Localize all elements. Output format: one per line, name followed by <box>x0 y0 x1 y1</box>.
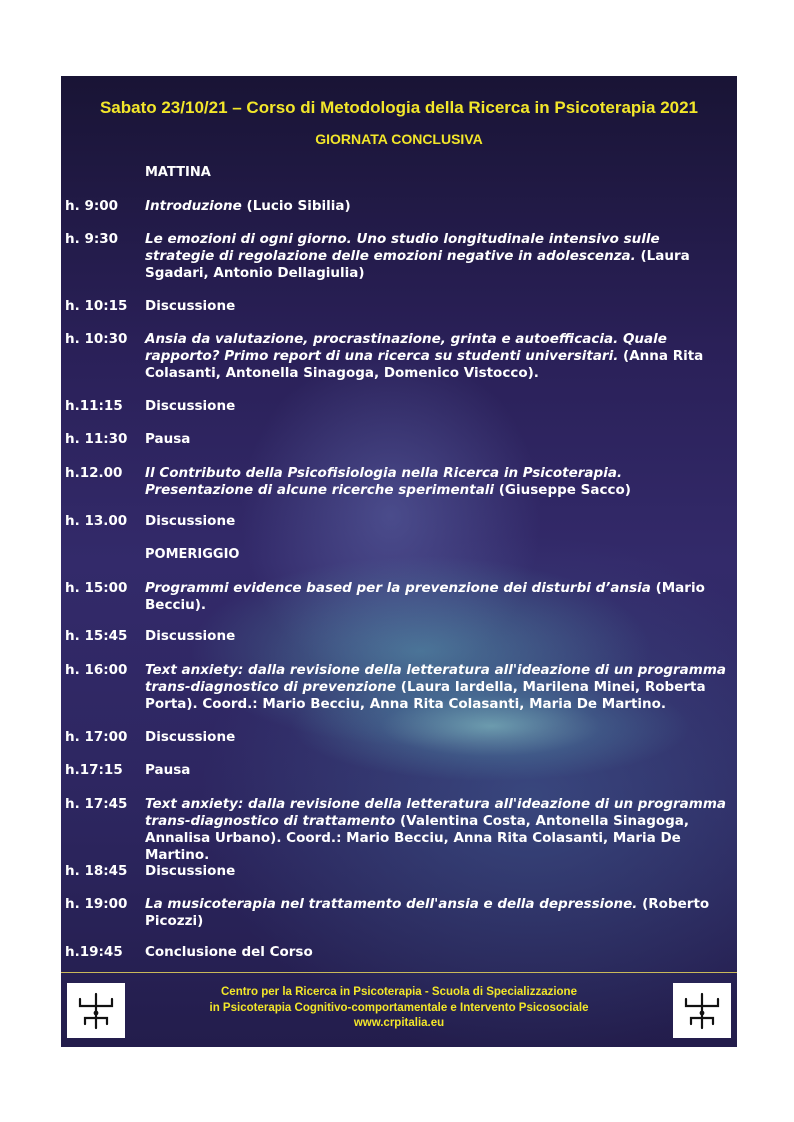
schedule-desc: Discussione <box>145 513 236 529</box>
section-afternoon: POMERIGGIO <box>145 547 240 562</box>
schedule-desc: Discussione <box>145 298 236 314</box>
schedule-time: h.17:15 <box>65 762 123 778</box>
schedule-time: h. 11:30 <box>65 431 128 447</box>
schedule-desc: La musicoterapia nel trattamento dell'ansia e della depressione. (Roberto Picozzi) <box>145 896 710 929</box>
schedule-time: h. 18:45 <box>65 863 128 879</box>
schedule-time: h. 16:00 <box>65 662 128 678</box>
footer-line: in Psicoterapia Cognitivo-comportamentale e Intervento Psicosociale <box>209 1001 589 1014</box>
schedule-desc: Discussione <box>145 729 236 745</box>
crp-logo-icon <box>67 983 125 1038</box>
crp-logo-icon <box>74 991 118 1031</box>
schedule-desc: Introduzione (Lucio Sibilia) <box>145 198 351 214</box>
schedule-time: h. 10:30 <box>65 331 128 347</box>
event-poster <box>61 76 737 1047</box>
schedule-time: h. 9:30 <box>65 231 119 247</box>
schedule-time: h. 15:00 <box>65 580 128 596</box>
schedule-time: h. 13.00 <box>65 513 128 529</box>
crp-logo-icon <box>673 983 731 1038</box>
schedule-desc: Il Contributo della Psicofisiologia nella Ricerca in Psicoterapia. Presentazione di alcune ricerche sperimentali (Giuseppe Sacco) <box>145 465 631 498</box>
footer-website-link[interactable]: www.crpitalia.eu <box>353 1017 445 1029</box>
poster-title: Sabato 23/10/21 – Corso di Metodologia della Ricerca in Psicoterapia 2021 <box>99 98 699 117</box>
crp-logo-icon <box>680 991 724 1031</box>
poster-subtitle: GIORNATA CONCLUSIVA <box>315 131 483 147</box>
schedule-time: h.11:15 <box>65 398 123 414</box>
schedule-desc: Discussione <box>145 398 236 414</box>
schedule-desc: Conclusione del Corso <box>145 944 313 960</box>
schedule-desc: Discussione <box>145 863 236 879</box>
schedule-desc: Text anxiety: dalla revisione della letteratura all'ideazione di un programma trans-diagnostico di trattamento (Valentina Costa, Antonella Sinagoga, Annalisa Urbano). Coord.: Mario Becciu, Anna Rita Colasanti, Maria De Martino. <box>145 796 727 863</box>
schedule-desc: Programmi evidence based per la prevenzione dei disturbi d’ansia (Mario Becciu). <box>145 580 705 613</box>
schedule-time: h. 17:45 <box>65 796 128 812</box>
footer-line: Centro per la Ricerca in Psicoterapia - Scuola di Specializzazione <box>221 986 577 998</box>
schedule-desc: Text anxiety: dalla revisione della letteratura all'ideazione di un programma trans-diagnostico di prevenzione (Laura Iardella, Marilena Minei, Roberta Porta). Coord.: Mario Becciu, Anna Rita Colasanti, Maria De Martino. <box>145 662 727 712</box>
schedule-time: h.19:45 <box>65 944 123 960</box>
schedule-desc: Pausa <box>145 431 191 447</box>
schedule-desc: Discussione <box>145 628 236 644</box>
schedule-desc: Le emozioni di ogni giorno. Uno studio longitudinale intensivo sulle strategie di regolazione delle emozioni negative in adolescenza. (Laura Sgadari, Antonio Dellagiulia) <box>145 231 690 281</box>
schedule-time: h. 9:00 <box>65 198 119 214</box>
schedule-time: h. 17:00 <box>65 729 128 745</box>
footer-text <box>141 985 657 1032</box>
schedule-time: h. 15:45 <box>65 628 128 644</box>
schedule-desc: Ansia da valutazione, procrastinazione, grinta e autoefficacia. Quale rapporto? Primo report di una ricerca su studenti universitari. (Anna Rita Colasanti, Antonella Sinagoga, Domenico Vistocco). <box>145 331 704 381</box>
section-morning: MATTINA <box>145 165 211 180</box>
schedule-time: h. 10:15 <box>65 298 128 314</box>
schedule-time: h.12.00 <box>65 465 123 481</box>
footer-divider <box>61 972 737 973</box>
schedule-desc: Pausa <box>145 762 191 778</box>
schedule-time: h. 19:00 <box>65 896 128 912</box>
